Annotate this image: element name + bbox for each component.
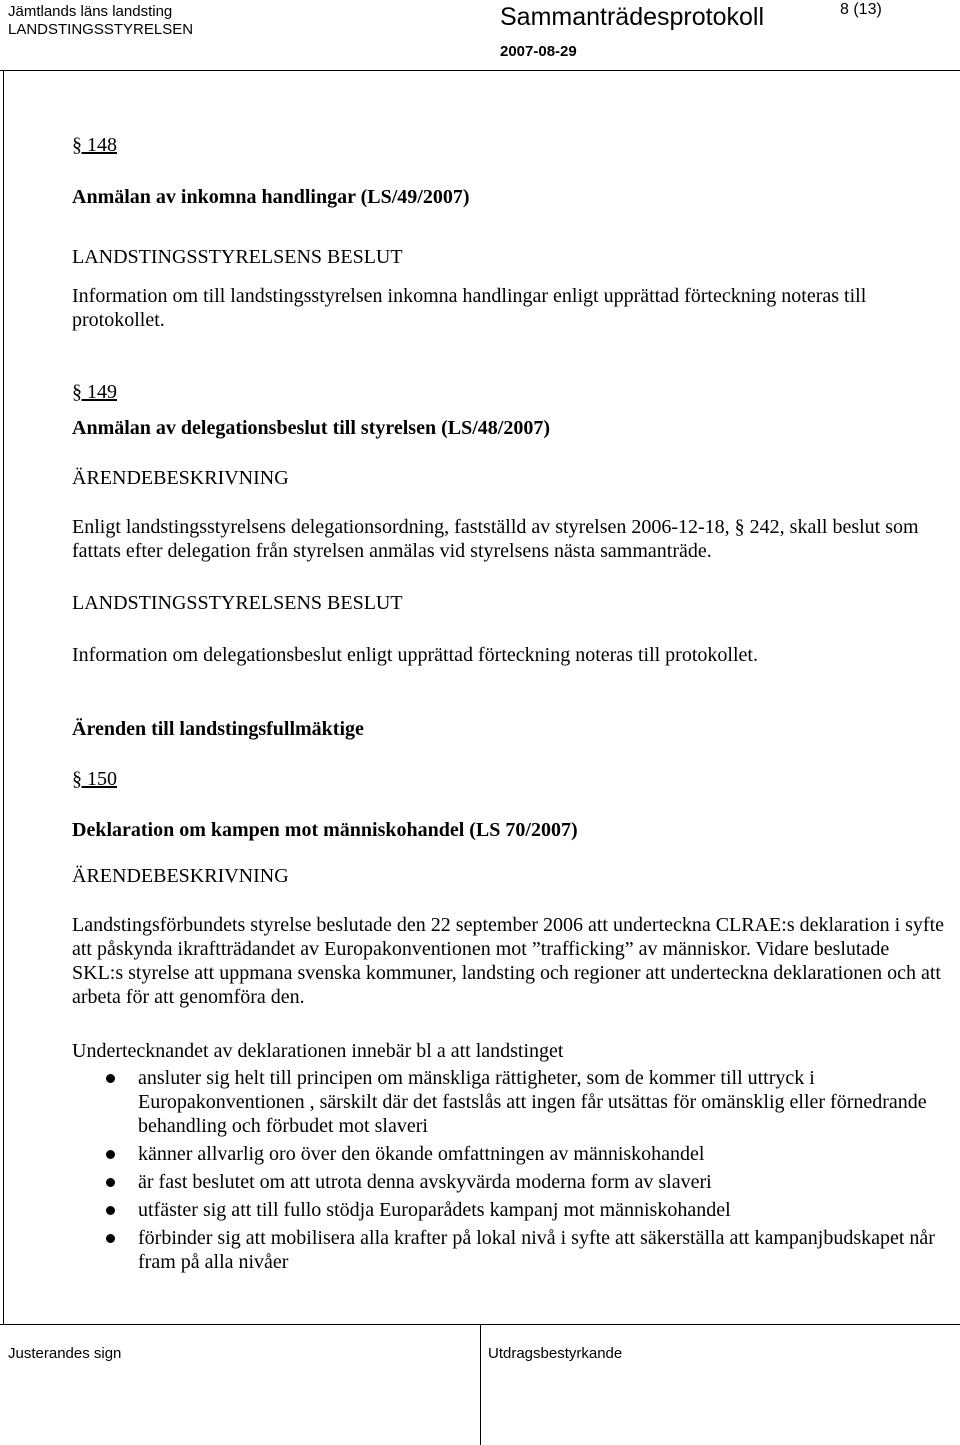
meeting-date: 2007-08-29 [500,43,577,60]
list-item-text: förbinder sig att mobilisera alla krafter på lokal nivå i syfte att säkerställa att kampanjbudskapet når fram på alla nivåer [138,1227,935,1273]
page-number: 8 (13) [840,1,882,18]
signature-field-label: Justerandes sign [8,1345,122,1362]
section-number-149: § 149 [72,381,117,403]
organization-name: Jämtlands läns landsting [8,3,173,20]
section-148-decision-label: LANDSTINGSSTYRELSENS BESLUT [72,246,403,268]
bullet-icon [106,1074,115,1083]
list-item [72,1142,942,1166]
list-item-text: utfäster sig att till fullo stödja Europarådets kampanj mot människohandel [138,1199,731,1221]
section-148-decision-text: Information om till landstingsstyrelsen inkomna handlingar enligt upprättad förteckning noteras till protokollet. [72,285,867,331]
section-150-heading: Deklaration om kampen mot människohandel (LS 70/2007) [72,819,578,841]
bullet-icon [106,1206,115,1215]
section-149-decision-label: LANDSTINGSSTYRELSENS BESLUT [72,592,403,614]
bullet-icon [106,1178,115,1187]
bullet-icon [106,1150,115,1159]
list-item-text: ansluter sig helt till principen om mänskliga rättigheter, som de kommer till uttryck i Europakonventionen , särskilt där det fastslås att ingen får utsättas för omänsklig eller förnedrande behandling och förbudet mot slaveri [138,1067,927,1137]
list-item [72,1170,942,1194]
left-margin-rule [3,70,4,1325]
list-item [72,1198,942,1222]
section-149-heading: Anmälan av delegationsbeslut till styrelsen (LS/48/2007) [72,417,550,439]
header-rule [0,70,960,71]
board-name: LANDSTINGSSTYRELSEN [8,21,194,38]
list-item [72,1226,942,1274]
footer-divider [480,1324,481,1445]
section-number-150: § 150 [72,768,117,790]
section-149-decision-text: Information om delegationsbeslut enligt upprättad förteckning noteras till protokollet. [72,644,758,666]
list-item-text: känner allvarlig oro över den ökande omfattningen av människohandel [138,1143,705,1165]
bullet-icon [106,1234,115,1243]
commitment-list [72,1066,942,1278]
section-150-description-label: ÄRENDEBESKRIVNING [72,865,289,887]
section-150-description-text: Landstingsförbundets styrelse beslutade den 22 september 2006 att underteckna CLRAE:s deklaration i syfte att påskynda ikraftträdandet av Europakonventionen mot ”trafficking” av människor. Vidare beslutade SKL:s styrelse att uppmana svenska kommuner, landsting och regioner att underteckna deklarationen och att arbeta för att genomföra den. [72,914,945,1008]
list-item [72,1066,942,1138]
section-148-heading: Anmälan av inkomna handlingar (LS/49/2007) [72,186,470,208]
certification-field-label: Utdragsbestyrkande [488,1345,623,1362]
section-149-description-label: ÄRENDEBESKRIVNING [72,467,289,489]
section-number-148: § 148 [72,134,117,156]
section-150-intro: Undertecknandet av deklarationen innebär bl a att landstinget [72,1040,564,1062]
section-group-heading: Ärenden till landstingsfullmäktige [72,718,364,740]
document-title: Sammanträdesprotokoll [500,3,765,31]
section-149-description-text: Enligt landstingsstyrelsens delegationsordning, fastställd av styrelsen 2006-12-18, § 242, skall beslut som fattats efter delegation från styrelsen anmälas vid styrelsens nästa sammanträde. [72,516,919,562]
list-item-text: är fast beslutet om att utrota denna avskyvärda moderna form av slaveri [138,1171,712,1193]
